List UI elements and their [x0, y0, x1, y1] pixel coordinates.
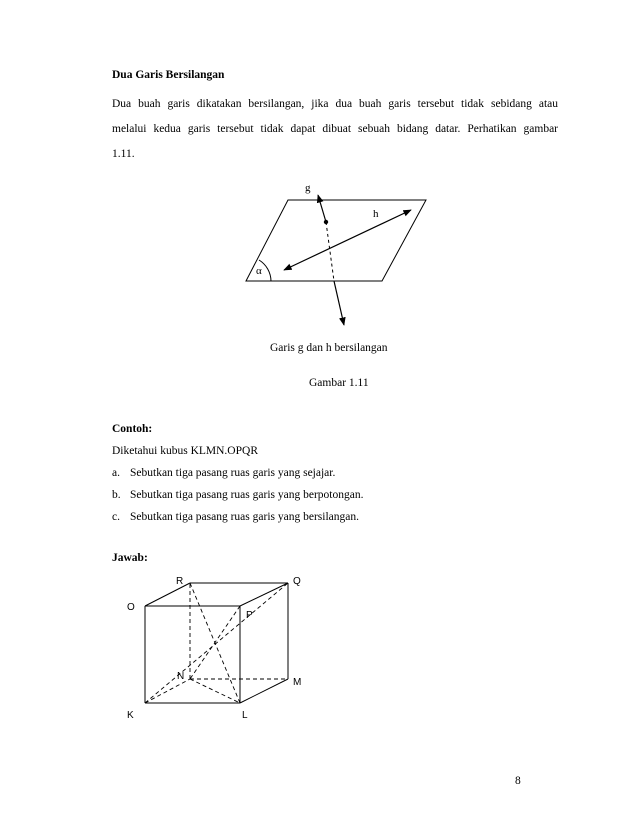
edge-KN — [145, 679, 190, 703]
paragraph-line-1: Dua buah garis dikatakan bersilangan, jika dua buah garis tersebut tidak sebidang atau — [112, 98, 558, 110]
label-h: h — [373, 208, 379, 220]
edge-OR — [145, 583, 190, 606]
edge-ML — [240, 679, 288, 703]
paragraph-line-2: melalui kedua garis tersebut tidak dapat dibuat sebuah bidang datar. Perhatikan gambar — [112, 123, 558, 135]
answer-heading: Jawab: — [112, 552, 148, 564]
vertex-label-N: N — [177, 671, 185, 682]
section-heading: Dua Garis Bersilangan — [112, 69, 225, 81]
list-marker: b. — [112, 489, 121, 501]
page-number: 8 — [515, 775, 521, 787]
paragraph-line-3: 1.11. — [112, 148, 135, 160]
figure-number: Gambar 1.11 — [309, 377, 369, 389]
diagonal-NL — [190, 679, 240, 703]
list-text: Sebutkan tiga pasang ruas garis yang berpotongan. — [130, 489, 364, 501]
vertex-label-P: P — [246, 610, 253, 621]
vertex-label-M: M — [293, 677, 302, 688]
vertex-label-O: O — [127, 602, 135, 613]
diagonal-PN — [190, 606, 240, 679]
vertex-label-K: K — [127, 710, 134, 721]
vertex-label-L: L — [242, 710, 248, 721]
vertex-label-Q: Q — [293, 576, 301, 587]
list-text: Sebutkan tiga pasang ruas garis yang sejajar. — [130, 467, 336, 479]
example-heading: Contoh: — [112, 423, 153, 435]
edge-QP — [240, 583, 288, 606]
list-marker: a. — [112, 467, 120, 479]
list-text: Sebutkan tiga pasang ruas garis yang bersilangan. — [130, 511, 359, 523]
figure-caption: Garis g dan h bersilangan — [270, 342, 388, 354]
example-given: Diketahui kubus KLMN.OPQR — [112, 445, 258, 457]
list-marker: c. — [112, 511, 120, 523]
vertex-label-R: R — [176, 576, 184, 587]
label-g: g — [305, 182, 311, 194]
label-alpha: α — [256, 265, 262, 277]
diagonal-KQ — [145, 583, 288, 703]
